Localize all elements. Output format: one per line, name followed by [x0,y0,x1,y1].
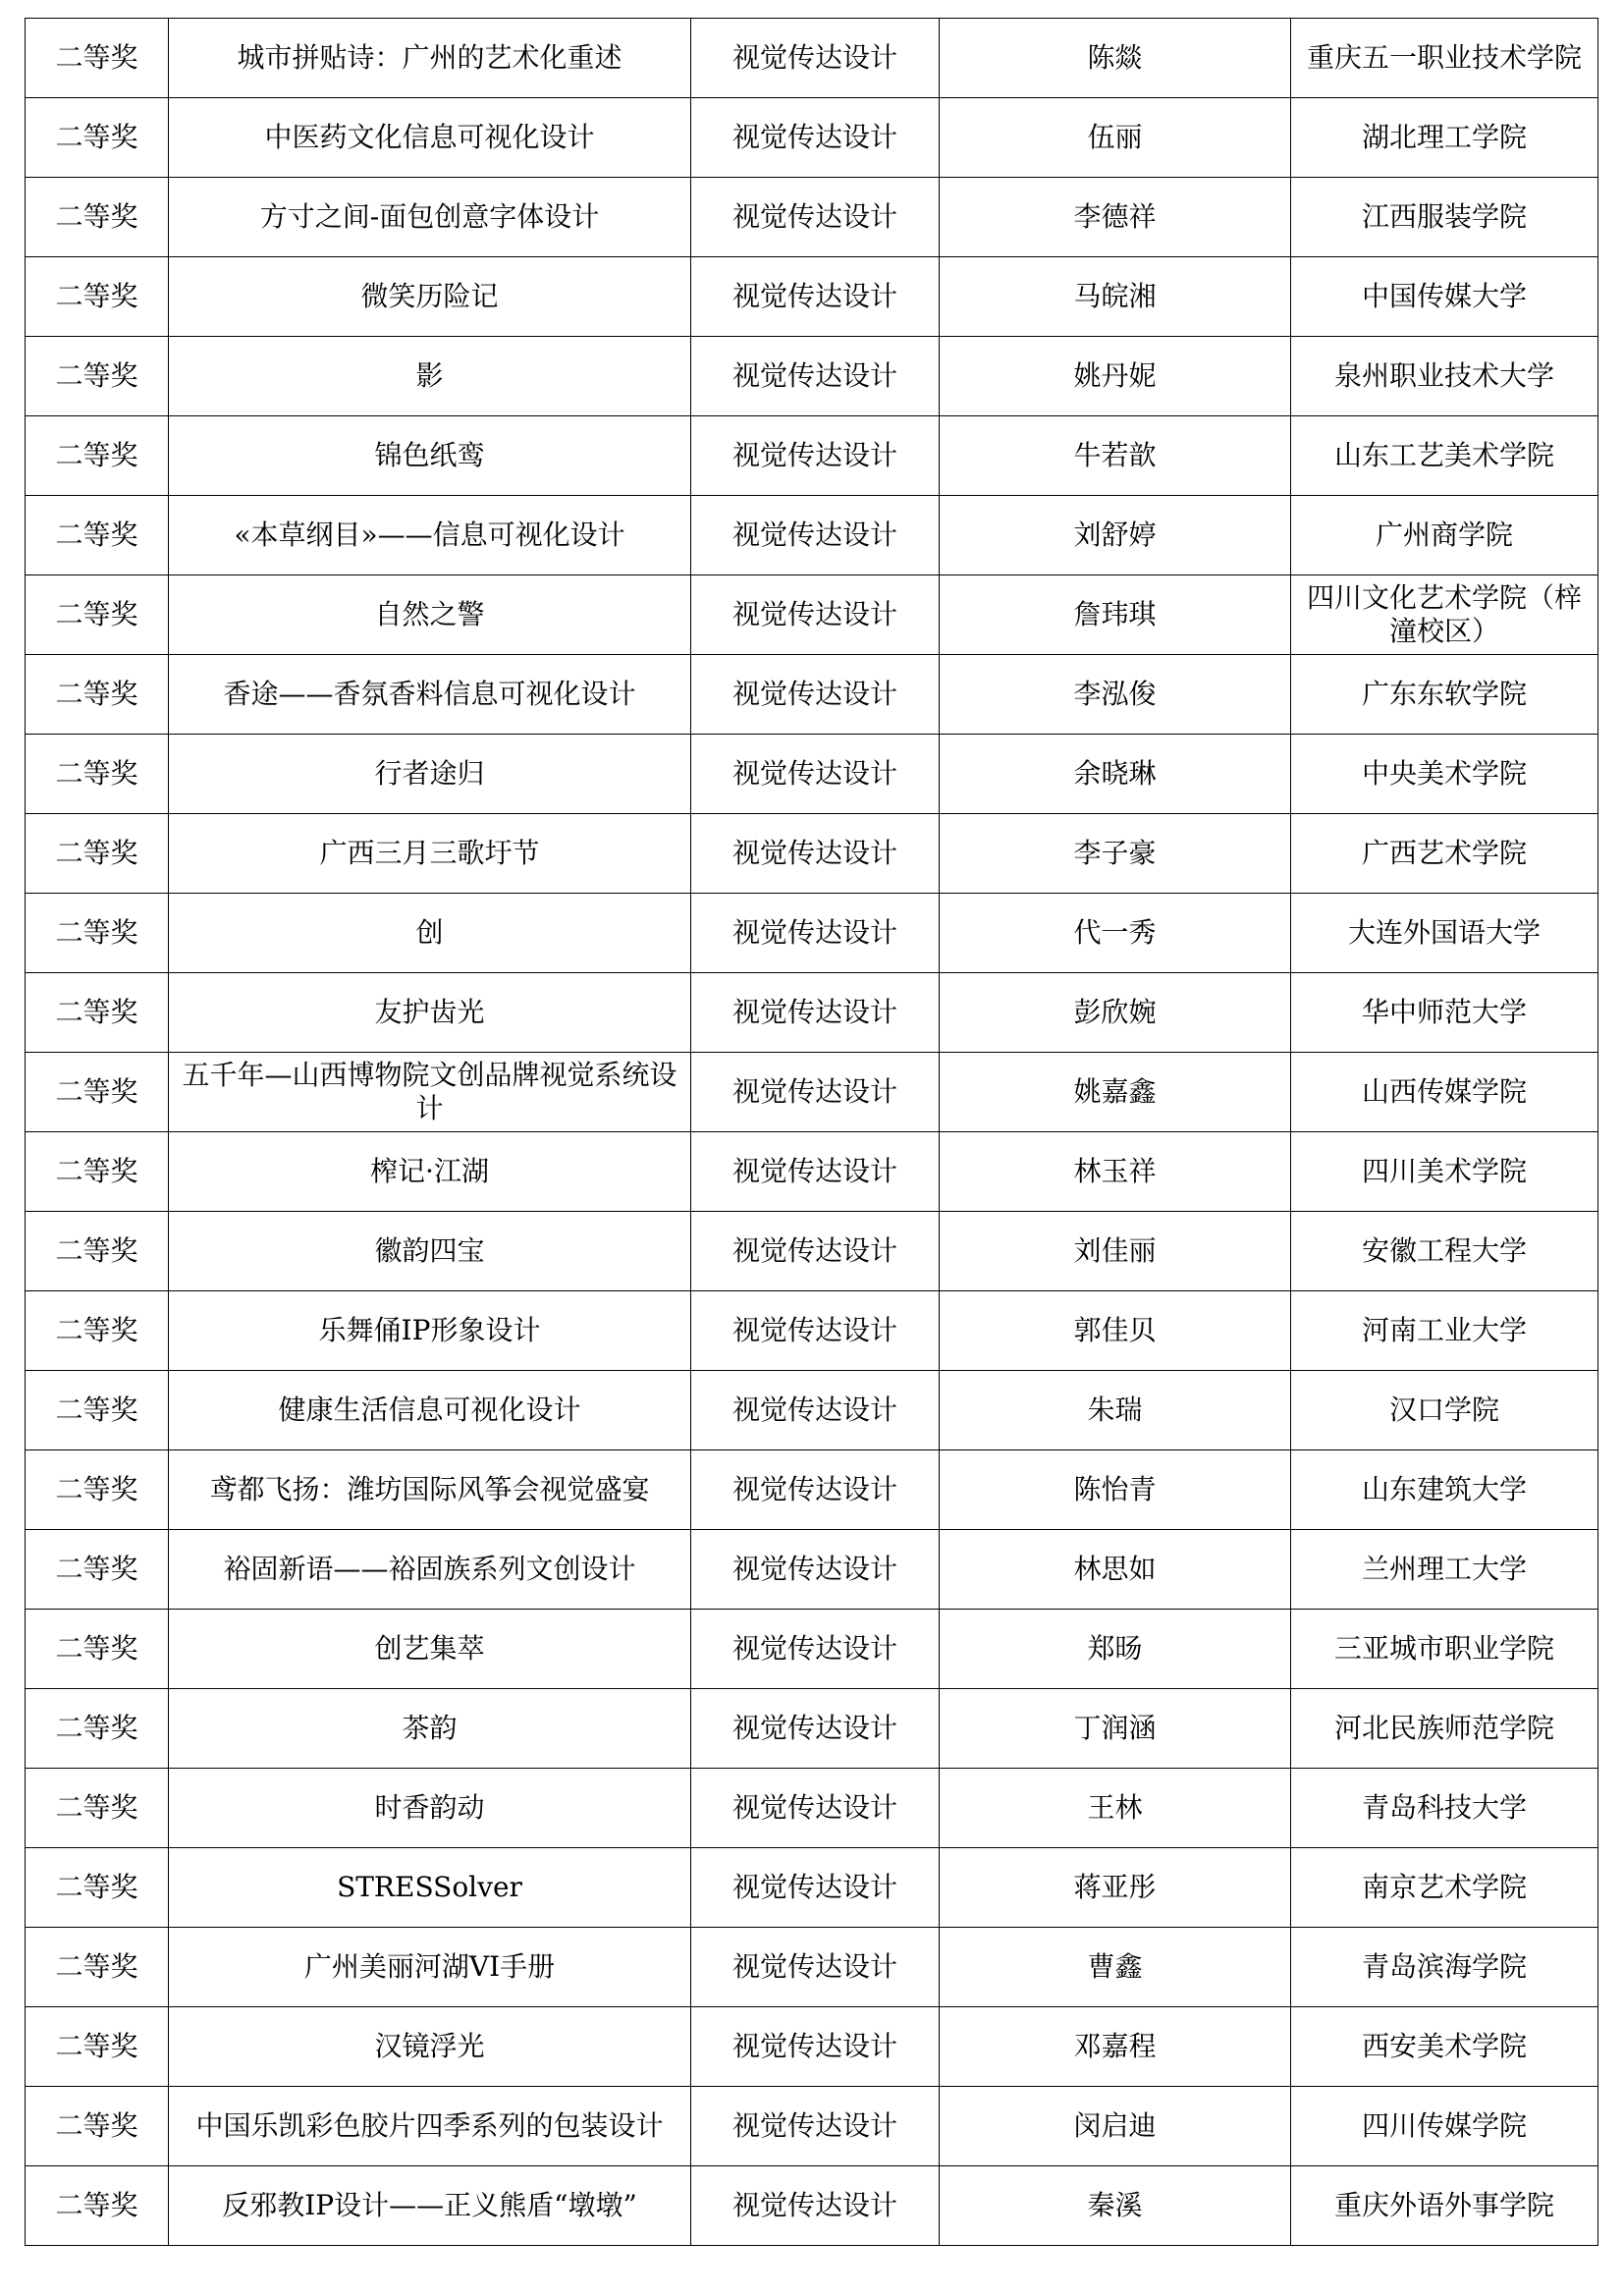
author-cell: 闵启迪 [940,2087,1291,2166]
table-row [26,337,1598,416]
award-list-page [25,18,1597,2246]
author-cell: 彭欣婉 [940,973,1291,1053]
school-cell: 安徽工程大学 [1291,1212,1598,1291]
category-cell: 视觉传达设计 [691,575,940,655]
category-cell: 视觉传达设计 [691,416,940,496]
school-cell: 中国传媒大学 [1291,257,1598,337]
category-cell: 视觉传达设计 [691,973,940,1053]
school-cell: 兰州理工大学 [1291,1530,1598,1610]
title-cell: 茶韵 [169,1689,691,1769]
award-cell: 二等奖 [26,416,169,496]
award-cell: 二等奖 [26,735,169,814]
title-cell: 鸢都飞扬：潍坊国际风筝会视觉盛宴 [169,1450,691,1530]
table-row [26,1132,1598,1212]
table-row [26,1928,1598,2007]
table-row [26,1291,1598,1371]
award-cell: 二等奖 [26,894,169,973]
school-cell: 四川美术学院 [1291,1132,1598,1212]
award-cell: 二等奖 [26,1848,169,1928]
title-cell: 健康生活信息可视化设计 [169,1371,691,1450]
award-cell: 二等奖 [26,2166,169,2246]
table-row [26,2087,1598,2166]
category-cell: 视觉传达设计 [691,1371,940,1450]
award-cell: 二等奖 [26,1450,169,1530]
author-cell: 蒋亚彤 [940,1848,1291,1928]
author-cell: 余晓琳 [940,735,1291,814]
award-cell: 二等奖 [26,98,169,178]
author-cell: 李泓俊 [940,655,1291,735]
author-cell: 姚嘉鑫 [940,1053,1291,1132]
author-cell: 陈怡青 [940,1450,1291,1530]
title-cell: STRESSolver [169,1848,691,1928]
title-cell: 香途——香氛香料信息可视化设计 [169,655,691,735]
title-cell: 反邪教IP设计——正义熊盾“墩墩” [169,2166,691,2246]
school-cell: 广州商学院 [1291,496,1598,575]
school-cell: 广西艺术学院 [1291,814,1598,894]
author-cell: 詹玮琪 [940,575,1291,655]
title-cell: «本草纲目»——信息可视化设计 [169,496,691,575]
category-cell: 视觉传达设计 [691,337,940,416]
title-cell: 微笑历险记 [169,257,691,337]
title-cell: 汉镜浮光 [169,2007,691,2087]
school-cell: 四川文化艺术学院（梓潼校区） [1291,575,1598,655]
author-cell: 代一秀 [940,894,1291,973]
author-cell: 陈燚 [940,19,1291,98]
award-cell: 二等奖 [26,1928,169,2007]
school-cell: 河南工业大学 [1291,1291,1598,1371]
category-cell: 视觉传达设计 [691,1291,940,1371]
category-cell: 视觉传达设计 [691,1053,940,1132]
author-cell: 牛若歆 [940,416,1291,496]
category-cell: 视觉传达设计 [691,496,940,575]
school-cell: 四川传媒学院 [1291,2087,1598,2166]
award-cell: 二等奖 [26,1769,169,1848]
title-cell: 乐舞俑IP形象设计 [169,1291,691,1371]
author-cell: 邓嘉程 [940,2007,1291,2087]
category-cell: 视觉传达设计 [691,2166,940,2246]
category-cell: 视觉传达设计 [691,98,940,178]
school-cell: 汉口学院 [1291,1371,1598,1450]
table-row [26,257,1598,337]
title-cell: 友护齿光 [169,973,691,1053]
award-cell: 二等奖 [26,2007,169,2087]
title-cell: 裕固新语——裕固族系列文创设计 [169,1530,691,1610]
author-cell: 朱瑞 [940,1371,1291,1450]
title-cell: 行者途归 [169,735,691,814]
author-cell: 郑旸 [940,1610,1291,1689]
school-cell: 青岛科技大学 [1291,1769,1598,1848]
title-cell: 锦色纸鸾 [169,416,691,496]
table-row [26,1053,1598,1132]
school-cell: 河北民族师范学院 [1291,1689,1598,1769]
award-cell: 二等奖 [26,1371,169,1450]
award-cell: 二等奖 [26,1610,169,1689]
author-cell: 林玉祥 [940,1132,1291,1212]
title-cell: 创 [169,894,691,973]
table-row [26,2007,1598,2087]
award-cell: 二等奖 [26,337,169,416]
table-row [26,1769,1598,1848]
school-cell: 江西服装学院 [1291,178,1598,257]
table-row [26,1212,1598,1291]
table-row [26,1530,1598,1610]
school-cell: 中央美术学院 [1291,735,1598,814]
award-cell: 二等奖 [26,1530,169,1610]
award-cell: 二等奖 [26,257,169,337]
title-cell: 自然之警 [169,575,691,655]
author-cell: 曹鑫 [940,1928,1291,2007]
title-cell: 中国乐凯彩色胶片四季系列的包装设计 [169,2087,691,2166]
award-cell: 二等奖 [26,973,169,1053]
award-cell: 二等奖 [26,496,169,575]
category-cell: 视觉传达设计 [691,1610,940,1689]
category-cell: 视觉传达设计 [691,1928,940,2007]
author-cell: 李子豪 [940,814,1291,894]
school-cell: 重庆五一职业技术学院 [1291,19,1598,98]
author-cell: 林思如 [940,1530,1291,1610]
category-cell: 视觉传达设计 [691,1450,940,1530]
award-cell: 二等奖 [26,1132,169,1212]
award-cell: 二等奖 [26,2087,169,2166]
author-cell: 丁润涵 [940,1689,1291,1769]
category-cell: 视觉传达设计 [691,814,940,894]
table-row [26,814,1598,894]
award-cell: 二等奖 [26,178,169,257]
category-cell: 视觉传达设计 [691,178,940,257]
author-cell: 伍丽 [940,98,1291,178]
title-cell: 城市拼贴诗：广州的艺术化重述 [169,19,691,98]
award-cell: 二等奖 [26,575,169,655]
category-cell: 视觉传达设计 [691,2007,940,2087]
author-cell: 刘佳丽 [940,1212,1291,1291]
table-row [26,735,1598,814]
school-cell: 南京艺术学院 [1291,1848,1598,1928]
school-cell: 西安美术学院 [1291,2007,1598,2087]
title-cell: 五千年—山西博物院文创品牌视觉系统设计 [169,1053,691,1132]
table-row [26,1610,1598,1689]
school-cell: 重庆外语外事学院 [1291,2166,1598,2246]
school-cell: 山西传媒学院 [1291,1053,1598,1132]
award-cell: 二等奖 [26,1212,169,1291]
table-row [26,894,1598,973]
author-cell: 郭佳贝 [940,1291,1291,1371]
award-cell: 二等奖 [26,1689,169,1769]
table-row [26,2166,1598,2246]
school-cell: 广东东软学院 [1291,655,1598,735]
category-cell: 视觉传达设计 [691,19,940,98]
title-cell: 广州美丽河湖VI手册 [169,1928,691,2007]
category-cell: 视觉传达设计 [691,1530,940,1610]
school-cell: 三亚城市职业学院 [1291,1610,1598,1689]
table-row [26,98,1598,178]
school-cell: 山东建筑大学 [1291,1450,1598,1530]
table-row [26,416,1598,496]
title-cell: 榨记·江湖 [169,1132,691,1212]
award-cell: 二等奖 [26,1053,169,1132]
author-cell: 马皖湘 [940,257,1291,337]
award-cell: 二等奖 [26,19,169,98]
award-cell: 二等奖 [26,814,169,894]
award-table-body [26,19,1598,2246]
category-cell: 视觉传达设计 [691,735,940,814]
category-cell: 视觉传达设计 [691,1689,940,1769]
school-cell: 泉州职业技术大学 [1291,337,1598,416]
category-cell: 视觉传达设计 [691,1212,940,1291]
award-table [25,18,1598,2246]
author-cell: 刘舒婷 [940,496,1291,575]
table-row [26,655,1598,735]
school-cell: 华中师范大学 [1291,973,1598,1053]
title-cell: 时香韵动 [169,1769,691,1848]
award-cell: 二等奖 [26,655,169,735]
category-cell: 视觉传达设计 [691,1132,940,1212]
school-cell: 大连外国语大学 [1291,894,1598,973]
school-cell: 湖北理工学院 [1291,98,1598,178]
school-cell: 山东工艺美术学院 [1291,416,1598,496]
table-row [26,1450,1598,1530]
title-cell: 创艺集萃 [169,1610,691,1689]
category-cell: 视觉传达设计 [691,894,940,973]
category-cell: 视觉传达设计 [691,257,940,337]
title-cell: 广西三月三歌圩节 [169,814,691,894]
table-row [26,1371,1598,1450]
title-cell: 影 [169,337,691,416]
category-cell: 视觉传达设计 [691,655,940,735]
table-row [26,575,1598,655]
award-cell: 二等奖 [26,1291,169,1371]
table-row [26,19,1598,98]
school-cell: 青岛滨海学院 [1291,1928,1598,2007]
title-cell: 徽韵四宝 [169,1212,691,1291]
table-row [26,178,1598,257]
category-cell: 视觉传达设计 [691,1769,940,1848]
author-cell: 王林 [940,1769,1291,1848]
table-row [26,496,1598,575]
author-cell: 姚丹妮 [940,337,1291,416]
category-cell: 视觉传达设计 [691,2087,940,2166]
table-row [26,973,1598,1053]
title-cell: 中医药文化信息可视化设计 [169,98,691,178]
author-cell: 李德祥 [940,178,1291,257]
author-cell: 秦溪 [940,2166,1291,2246]
table-row [26,1689,1598,1769]
category-cell: 视觉传达设计 [691,1848,940,1928]
title-cell: 方寸之间-面包创意字体设计 [169,178,691,257]
table-row [26,1848,1598,1928]
